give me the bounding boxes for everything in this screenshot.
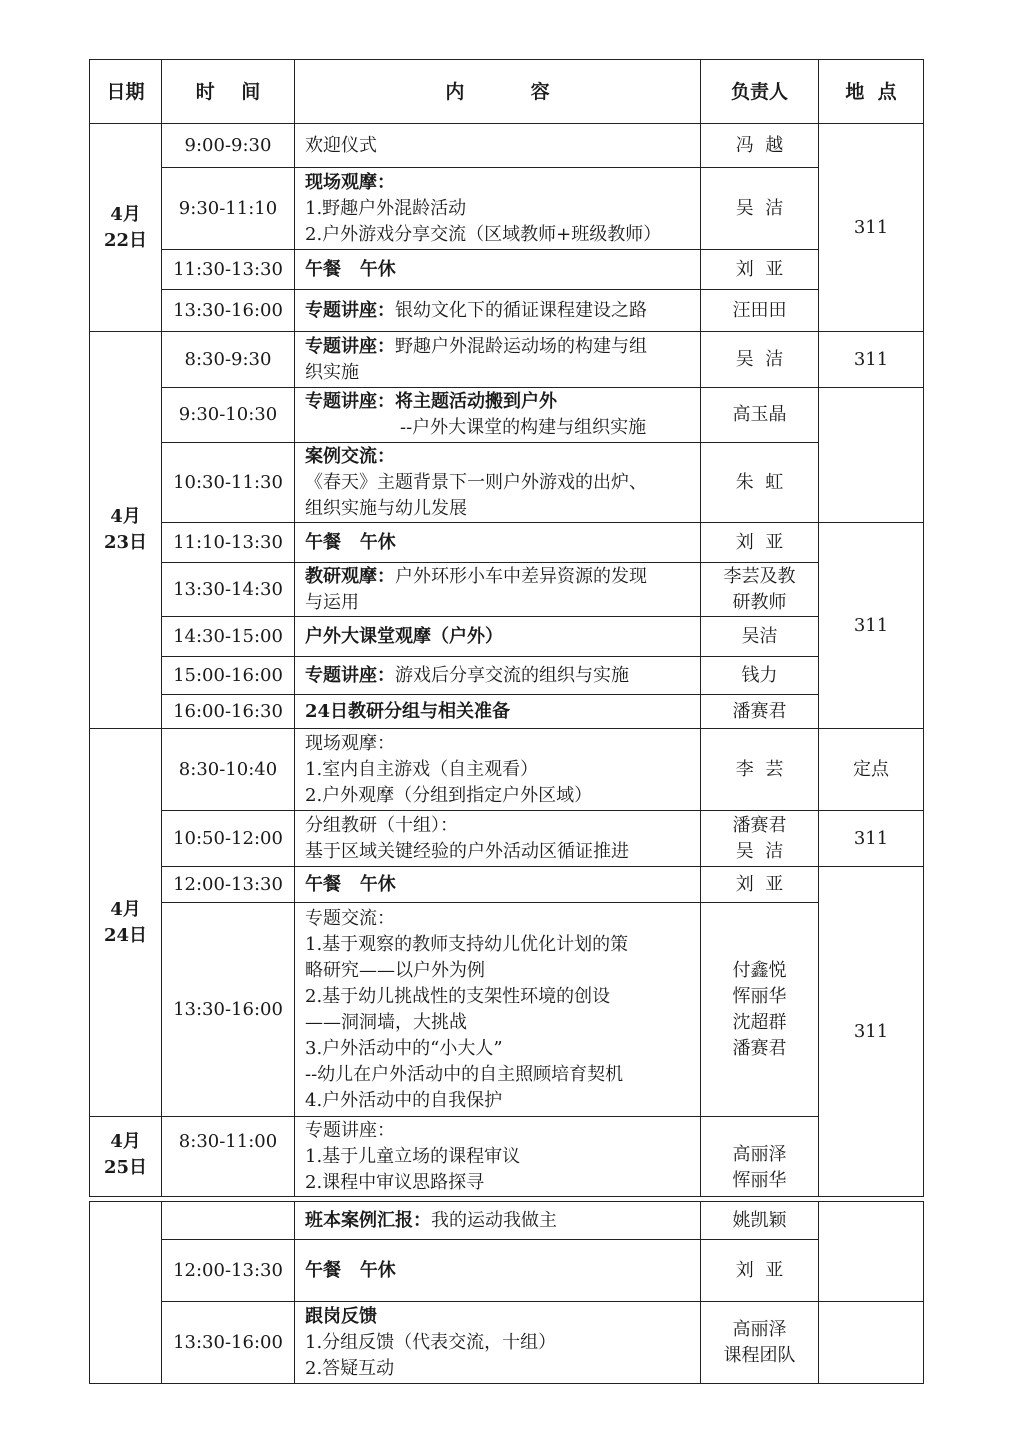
person-cell: 姚凯颖: [701, 1202, 819, 1240]
content-line: 1.室内自主游戏（自主观看）: [305, 758, 539, 780]
content-line: 1.基于观察的教师支持幼儿优化计划的策: [305, 933, 629, 955]
time-cell: 11:30-13:30: [162, 250, 295, 290]
time-cell: 8:30-9:30: [162, 332, 295, 388]
content-line: 组织实施与幼儿发展: [305, 497, 467, 519]
place-cell: 311: [819, 332, 924, 388]
content-line: ——洞洞墙，大挑战: [305, 1011, 467, 1033]
header-person: 负责人: [701, 60, 819, 124]
header-row: [90, 60, 924, 124]
content-title: 专题讲座：: [305, 391, 395, 412]
content-title: 班本案例汇报：: [305, 1209, 431, 1231]
content-cell: [295, 1117, 701, 1197]
content-line: 欢迎仪式: [305, 134, 377, 156]
table-row: [90, 168, 924, 250]
table-row: [90, 250, 924, 290]
person-line: 研教师: [732, 591, 787, 613]
content-line: 略研究——以户外为例: [305, 959, 485, 981]
time-cell: 9:30-11:10: [162, 168, 295, 250]
person-cell: 刘 亚: [701, 1240, 819, 1302]
time-cell: 11:10-13:30: [162, 523, 295, 563]
time-cell: 9:00-9:30: [162, 124, 295, 168]
content-title: 跟岗反馈: [305, 1305, 377, 1327]
content-title: 现场观摩：: [305, 732, 395, 754]
content-line: 户外环形小车中差异资源的发现: [395, 565, 647, 587]
content-cell: 午餐 午休: [295, 250, 701, 290]
person-line: 高丽泽: [732, 1144, 787, 1165]
time-cell: 8:30-10:40: [162, 729, 295, 811]
schedule-table: [89, 59, 924, 1197]
content-cell: [295, 290, 701, 332]
content-line: 将主题活动搬到户外: [395, 391, 557, 412]
content-line: 我的运动我做主: [431, 1209, 557, 1231]
content-cell: 午餐 午休: [295, 523, 701, 563]
table-row: [90, 729, 924, 811]
content-title: 专题讲座：: [305, 299, 395, 321]
content-line: 1.分组反馈（代表交流，十组）: [305, 1331, 557, 1353]
content-line: 基于区域关键经验的户外活动区循证推进: [305, 840, 629, 862]
content-title: 专题讲座：: [305, 664, 395, 686]
content-line: 1.基于儿童立场的课程审议: [305, 1145, 521, 1167]
table-row: [90, 523, 924, 563]
content-line: --幼儿在户外活动中的自主照顾培育契机: [305, 1063, 624, 1085]
person-line: 恽丽华: [732, 985, 787, 1007]
person-line: 吴 洁: [735, 840, 784, 862]
header-time: 时 间: [162, 60, 295, 124]
date-cell-22: 4月 22日: [90, 124, 162, 332]
date-cell-23: 4月 23日: [90, 332, 162, 729]
time-cell: 13:30-16:00: [162, 1302, 295, 1384]
header-date: 日期: [90, 60, 162, 124]
content-cell: [295, 443, 701, 523]
table-row: [90, 563, 924, 617]
content-line: 银幼文化下的循证课程建设之路: [395, 299, 647, 321]
content-title: 案例交流：: [305, 445, 395, 467]
place-cell: 311: [819, 811, 924, 867]
person-cell: 李 芸: [701, 729, 819, 811]
place-cell: 311: [819, 124, 924, 332]
table-row: [90, 1202, 924, 1240]
place-cell: 311: [819, 523, 924, 729]
person-cell: [701, 811, 819, 867]
table-row: [90, 388, 924, 443]
time-cell: 15:00-16:00: [162, 657, 295, 695]
content-title: 分组教研（十组）：: [305, 814, 458, 836]
person-line: 潘赛君: [732, 1037, 787, 1059]
table-row: [90, 332, 924, 388]
place-cell-empty: [819, 388, 924, 523]
person-line: 高丽泽: [732, 1318, 787, 1340]
time-cell: 10:50-12:00: [162, 811, 295, 867]
content-title: 教研观摩：: [305, 565, 395, 587]
time-cell: 16:00-16:30: [162, 695, 295, 729]
content-line: 织实施: [305, 361, 359, 383]
person-line: 沈超群: [732, 1011, 787, 1033]
content-line: 与运用: [305, 591, 359, 613]
content-cell: [295, 729, 701, 811]
content-title: 专题讲座：: [305, 1119, 395, 1141]
place-cell: 定点: [819, 729, 924, 811]
person-cell: 潘赛君: [701, 695, 819, 729]
content-cell: [295, 903, 701, 1117]
content-cell: [295, 388, 701, 443]
person-line: 课程团队: [723, 1344, 796, 1366]
person-cell: 吴 洁: [701, 332, 819, 388]
content-cell: 24日教研分组与相关准备: [295, 695, 701, 729]
content-title: 现场观摩：: [305, 171, 395, 193]
content-line: 2.基于幼儿挑战性的支架性环境的创设: [305, 985, 611, 1007]
person-cell: 刘 亚: [701, 523, 819, 563]
content-line: 2.户外游戏分享交流（区域教师+班级教师）: [305, 223, 662, 245]
table-row: [90, 1117, 924, 1197]
person-cell: 吴洁: [701, 617, 819, 657]
person-cell: [701, 1302, 819, 1384]
time-cell: 14:30-15:00: [162, 617, 295, 657]
content-line: 1.野趣户外混龄活动: [305, 197, 467, 219]
content-cell: 午餐 午休: [295, 1240, 701, 1302]
content-cell: [295, 332, 701, 388]
table-row: [90, 443, 924, 523]
table-row: [90, 903, 924, 1117]
content-line: 3.户外活动中的“小大人”: [305, 1037, 503, 1059]
person-cell: 刘 亚: [701, 250, 819, 290]
content-line: 游戏后分享交流的组织与实施: [395, 664, 629, 686]
table-row: [90, 290, 924, 332]
date-cell-25: 4月 25日: [90, 1117, 162, 1197]
content-cell: [295, 1302, 701, 1384]
table-row: [90, 1240, 924, 1302]
place-cell-empty: [819, 1202, 924, 1302]
header-content: 内 容: [295, 60, 701, 124]
content-cell: [295, 1202, 701, 1240]
content-title: 专题讲座：: [305, 335, 395, 357]
person-cell: 刘 亚: [701, 867, 819, 903]
date-cell-empty: [90, 1202, 162, 1384]
content-cell: 午餐 午休: [295, 867, 701, 903]
time-cell-empty: [162, 1202, 295, 1240]
person-cell: [701, 903, 819, 1117]
table-row: [90, 1302, 924, 1384]
content-cell: [295, 811, 701, 867]
person-line: 付鑫悦: [732, 959, 787, 981]
table-row: [90, 617, 924, 657]
time-cell: 13:30-14:30: [162, 563, 295, 617]
person-line: 恽丽华: [732, 1170, 787, 1191]
content-line: 2.答疑互动: [305, 1357, 395, 1379]
person-cell: 钱力: [701, 657, 819, 695]
content-line: 野趣户外混龄运动场的构建与组: [395, 335, 647, 357]
content-cell: [295, 563, 701, 617]
content-cell: [295, 124, 701, 168]
time-cell: 13:30-16:00: [162, 903, 295, 1117]
person-line: 潘赛君: [732, 814, 787, 836]
content-line: 2.课程中审议思路探寻: [305, 1171, 485, 1193]
person-cell: 高玉晶: [701, 388, 819, 443]
date-cell-24: 4月 24日: [90, 729, 162, 1117]
time-cell: 12:00-13:30: [162, 1240, 295, 1302]
table-row: [90, 657, 924, 695]
place-cell: 311: [819, 867, 924, 1197]
person-cell: 冯 越: [701, 124, 819, 168]
content-cell: [295, 168, 701, 250]
content-cell: [295, 657, 701, 695]
person-line: 李芸及教: [723, 565, 796, 587]
time-cell: 10:30-11:30: [162, 443, 295, 523]
place-cell-empty: [819, 1302, 924, 1384]
time-cell: 9:30-10:30: [162, 388, 295, 443]
table-row: [90, 811, 924, 867]
person-cell: 朱 虹: [701, 443, 819, 523]
person-cell: 吴 洁: [701, 168, 819, 250]
table-row: [90, 867, 924, 903]
person-cell: [701, 563, 819, 617]
content-cell: 户外大课堂观摩（户外）: [295, 617, 701, 657]
content-line: 4.户外活动中的自我保护: [305, 1089, 503, 1111]
person-cell: [701, 1117, 819, 1197]
time-cell: 13:30-16:00: [162, 290, 295, 332]
content-line: 2.户外观摩（分组到指定户外区域）: [305, 784, 593, 806]
time-cell: 12:00-13:30: [162, 867, 295, 903]
header-place: 地 点: [819, 60, 924, 124]
content-line: 《春天》主题背景下一则户外游戏的出炉、: [305, 471, 647, 493]
person-cell: 汪田田: [701, 290, 819, 332]
content-line: --户外大课堂的构建与组织实施: [400, 417, 647, 438]
time-cell: 8:30-11:00: [162, 1117, 295, 1197]
schedule-table-continued: [89, 1201, 924, 1384]
table-row: [90, 124, 924, 168]
content-title: 专题交流：: [305, 907, 395, 929]
table-row: [90, 695, 924, 729]
